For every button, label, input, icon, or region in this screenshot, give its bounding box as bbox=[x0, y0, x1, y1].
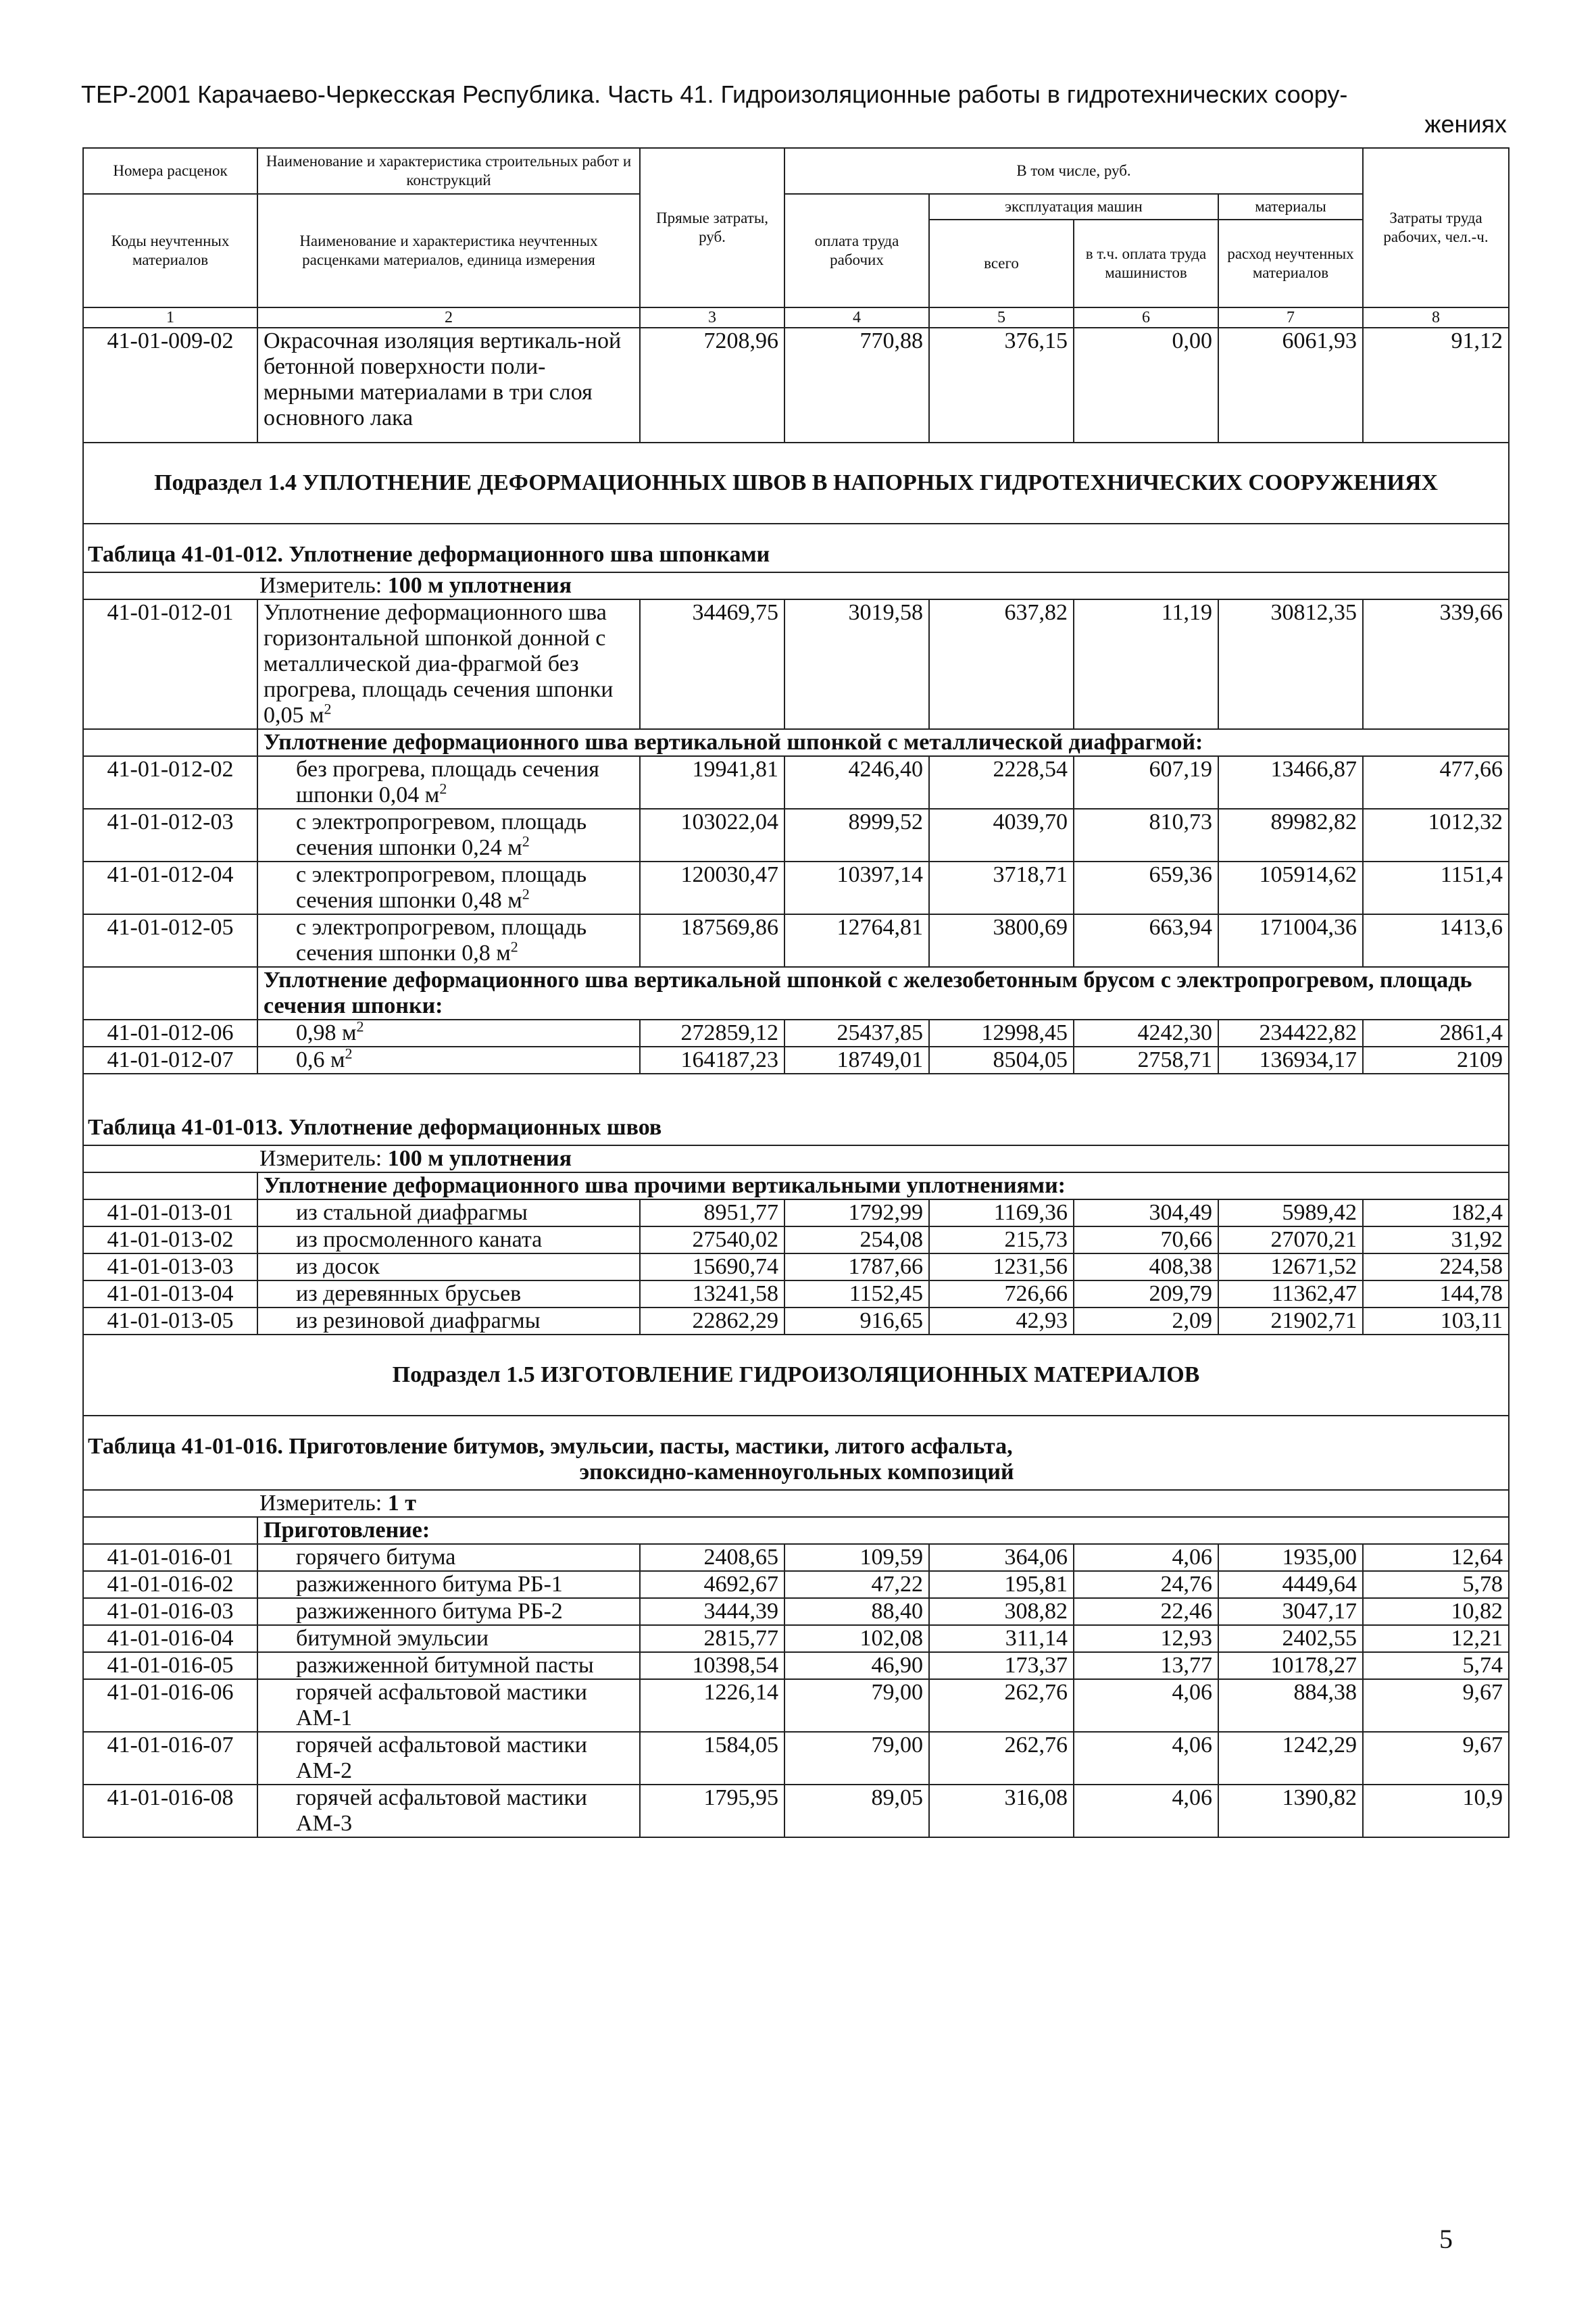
value-operators: 4,06 bbox=[1074, 1544, 1218, 1571]
value-direct: 19941,81 bbox=[640, 756, 784, 809]
rate-name: из деревянных брусьев bbox=[257, 1280, 640, 1308]
meter-label: Измеритель: bbox=[259, 573, 388, 598]
col3-header: Прямые затраты, руб. bbox=[640, 148, 784, 307]
rate-name: из стальной диафрагмы bbox=[257, 1199, 640, 1226]
value-machines: 637,82 bbox=[929, 599, 1074, 729]
value-materials: 1935,00 bbox=[1218, 1544, 1363, 1571]
value-materials: 89982,82 bbox=[1218, 809, 1363, 862]
col2-bottom-header: Наименование и характеристика неучтенных расценками материалов, единица измерения bbox=[257, 194, 640, 307]
table-row bbox=[83, 1308, 1509, 1335]
value-direct: 7208,96 bbox=[640, 328, 784, 443]
value-materials: 5989,42 bbox=[1218, 1199, 1363, 1226]
table-row bbox=[83, 328, 1509, 443]
col2-top-header: Наименование и характеристика строительных работ и конструкций bbox=[257, 148, 640, 194]
rate-code: 41-01-012-07 bbox=[83, 1047, 257, 1074]
rate-code: 41-01-016-08 bbox=[83, 1785, 257, 1837]
header-line-2: жениях bbox=[1424, 110, 1507, 138]
table-row bbox=[83, 1571, 1509, 1598]
col-number: 5 bbox=[929, 307, 1074, 328]
table-row bbox=[83, 1020, 1509, 1047]
value-machines: 1169,36 bbox=[929, 1199, 1074, 1226]
rate-code: 41-01-012-03 bbox=[83, 809, 257, 862]
rate-name: горячего битума bbox=[257, 1544, 640, 1571]
rate-name: 0,6 $м^2$ bbox=[257, 1047, 640, 1074]
table-row bbox=[83, 1047, 1509, 1074]
value-materials: 10178,27 bbox=[1218, 1652, 1363, 1679]
value-materials: 6061,93 bbox=[1218, 328, 1363, 443]
rate-name: без прогрева, площадь сечения шпонки 0,04 $м^2$ bbox=[257, 756, 640, 809]
value-materials: 2402,55 bbox=[1218, 1625, 1363, 1652]
table-row bbox=[83, 862, 1509, 914]
rate-name: с электропрогревом, площадь сечения шпонки 0,24 $м^2$ bbox=[257, 809, 640, 862]
table-row bbox=[83, 1199, 1509, 1226]
meter-value: 1 т bbox=[387, 1491, 416, 1516]
value-machines: 2228,54 bbox=[929, 756, 1074, 809]
rate-code: 41-01-013-02 bbox=[83, 1226, 257, 1253]
rate-name: Уплотнение деформационного шва горизонтальной шпонкой донной с металлической диа-фрагмой без прогрева, площадь сечения шпонки 0,05 $м^2$ bbox=[257, 599, 640, 729]
value-hours: 9,67 bbox=[1363, 1679, 1509, 1732]
rate-code: 41-01-013-04 bbox=[83, 1280, 257, 1308]
rate-code: 41-01-013-03 bbox=[83, 1253, 257, 1280]
table-row bbox=[83, 1679, 1509, 1732]
rate-name: разжиженного битума РБ-1 bbox=[257, 1571, 640, 1598]
rate-name: горячей асфальтовой мастики АМ-3 bbox=[257, 1785, 640, 1837]
meter-label: Измеритель: bbox=[259, 1146, 388, 1171]
meter bbox=[83, 1145, 1509, 1172]
value-hours: 12,64 bbox=[1363, 1544, 1509, 1571]
value-hours: 5,78 bbox=[1363, 1571, 1509, 1598]
value-labor: 4246,40 bbox=[784, 756, 929, 809]
rate-code: 41-01-013-01 bbox=[83, 1199, 257, 1226]
value-machines: 12998,45 bbox=[929, 1020, 1074, 1047]
value-labor: 1787,66 bbox=[784, 1253, 929, 1280]
value-operators: 304,49 bbox=[1074, 1199, 1218, 1226]
value-operators: 408,38 bbox=[1074, 1253, 1218, 1280]
value-operators: 0,00 bbox=[1074, 328, 1218, 443]
value-hours: 12,21 bbox=[1363, 1625, 1509, 1652]
value-operators: 209,79 bbox=[1074, 1280, 1218, 1308]
value-materials: 105914,62 bbox=[1218, 862, 1363, 914]
value-machines: 376,15 bbox=[929, 328, 1074, 443]
value-operators: 607,19 bbox=[1074, 756, 1218, 809]
table-row bbox=[83, 1732, 1509, 1785]
rate-name: из резиновой диафрагмы bbox=[257, 1308, 640, 1335]
value-hours: 477,66 bbox=[1363, 756, 1509, 809]
value-labor: 46,90 bbox=[784, 1652, 929, 1679]
value-labor: 1152,45 bbox=[784, 1280, 929, 1308]
value-materials: 11362,47 bbox=[1218, 1280, 1363, 1308]
rate-code: 41-01-016-07 bbox=[83, 1732, 257, 1785]
value-materials: 21902,71 bbox=[1218, 1308, 1363, 1335]
value-labor: 12764,81 bbox=[784, 914, 929, 967]
value-labor: 25437,85 bbox=[784, 1020, 929, 1047]
value-materials: 3047,17 bbox=[1218, 1598, 1363, 1625]
page-header bbox=[81, 80, 1507, 139]
value-machines: 195,81 bbox=[929, 1571, 1074, 1598]
value-materials: 234422,82 bbox=[1218, 1020, 1363, 1047]
value-hours: 9,67 bbox=[1363, 1732, 1509, 1785]
value-hours: 2861,4 bbox=[1363, 1020, 1509, 1047]
value-operators: 24,76 bbox=[1074, 1571, 1218, 1598]
value-operators: 4,06 bbox=[1074, 1679, 1218, 1732]
value-materials: 1390,82 bbox=[1218, 1785, 1363, 1837]
value-machines: 8504,05 bbox=[929, 1047, 1074, 1074]
col6-header: в т.ч. оплата труда машинистов bbox=[1074, 220, 1218, 307]
value-hours: 2109 bbox=[1363, 1047, 1509, 1074]
value-hours: 1012,32 bbox=[1363, 809, 1509, 862]
rate-name: горячей асфальтовой мастики АМ-2 bbox=[257, 1732, 640, 1785]
column-numbers-row bbox=[83, 307, 1509, 328]
col-number: 4 bbox=[784, 307, 929, 328]
value-labor: 1792,99 bbox=[784, 1199, 929, 1226]
rate-name: горячей асфальтовой мастики АМ-1 bbox=[257, 1679, 640, 1732]
value-machines: 316,08 bbox=[929, 1785, 1074, 1837]
value-direct: 1795,95 bbox=[640, 1785, 784, 1837]
meter bbox=[83, 572, 1509, 599]
rate-name: с электропрогревом, площадь сечения шпонки 0,8 $м^2$ bbox=[257, 914, 640, 967]
value-direct: 103022,04 bbox=[640, 809, 784, 862]
value-operators: 11,19 bbox=[1074, 599, 1218, 729]
value-labor: 770,88 bbox=[784, 328, 929, 443]
subsection-title: Подраздел 1.5 ИЗГОТОВЛЕНИЕ ГИДРОИЗОЛЯЦИОННЫХ МАТЕРИАЛОВ bbox=[83, 1335, 1509, 1416]
value-direct: 2815,77 bbox=[640, 1625, 784, 1652]
rate-code: 41-01-016-05 bbox=[83, 1652, 257, 1679]
value-direct: 4692,67 bbox=[640, 1571, 784, 1598]
col5-header: всего bbox=[929, 220, 1074, 307]
value-machines: 42,93 bbox=[929, 1308, 1074, 1335]
value-labor: 102,08 bbox=[784, 1625, 929, 1652]
group-machines-header: эксплуатация машин bbox=[929, 194, 1218, 220]
rate-code: 41-01-012-05 bbox=[83, 914, 257, 967]
value-labor: 254,08 bbox=[784, 1226, 929, 1253]
value-labor: 79,00 bbox=[784, 1679, 929, 1732]
value-labor: 79,00 bbox=[784, 1732, 929, 1785]
table-row bbox=[83, 1280, 1509, 1308]
table-title: Таблица 41-01-013. Уплотнение деформационных швов bbox=[83, 1074, 1509, 1145]
value-machines: 4039,70 bbox=[929, 809, 1074, 862]
value-labor: 89,05 bbox=[784, 1785, 929, 1837]
meter-value: 100 м уплотнения bbox=[387, 1146, 572, 1171]
value-hours: 91,12 bbox=[1363, 328, 1509, 443]
value-operators: 4242,30 bbox=[1074, 1020, 1218, 1047]
table-row bbox=[83, 1598, 1509, 1625]
table-title: Таблица 41-01-012. Уплотнение деформационного шва шпонками bbox=[83, 524, 1509, 572]
table-row bbox=[83, 1625, 1509, 1652]
value-direct: 1226,14 bbox=[640, 1679, 784, 1732]
value-labor: 8999,52 bbox=[784, 809, 929, 862]
col-number: 6 bbox=[1074, 307, 1218, 328]
value-operators: 4,06 bbox=[1074, 1785, 1218, 1837]
value-direct: 1584,05 bbox=[640, 1732, 784, 1785]
value-hours: 31,92 bbox=[1363, 1226, 1509, 1253]
value-materials: 12671,52 bbox=[1218, 1253, 1363, 1280]
value-labor: 916,65 bbox=[784, 1308, 929, 1335]
col1-top-header: Номера расценок bbox=[83, 148, 257, 194]
value-operators: 659,36 bbox=[1074, 862, 1218, 914]
group-materials-header: материалы bbox=[1218, 194, 1363, 220]
col-number: 3 bbox=[640, 307, 784, 328]
table-title: Таблица 41-01-016. Приготовление битумов, эмульсии, пасты, мастики, литого асфальта, эпоксидно-каменноугольных композиций bbox=[83, 1416, 1509, 1490]
value-operators: 810,73 bbox=[1074, 809, 1218, 862]
value-direct: 272859,12 bbox=[640, 1020, 784, 1047]
group-heading: Приготовление: bbox=[257, 1517, 1509, 1544]
col7-header: расход неучтенных материалов bbox=[1218, 220, 1363, 307]
col4-header: оплата труда рабочих bbox=[784, 194, 929, 307]
value-labor: 88,40 bbox=[784, 1598, 929, 1625]
value-materials: 1242,29 bbox=[1218, 1732, 1363, 1785]
value-materials: 884,38 bbox=[1218, 1679, 1363, 1732]
value-operators: 22,46 bbox=[1074, 1598, 1218, 1625]
header-row-1 bbox=[83, 148, 1509, 194]
value-machines: 215,73 bbox=[929, 1226, 1074, 1253]
value-labor: 18749,01 bbox=[784, 1047, 929, 1074]
value-machines: 726,66 bbox=[929, 1280, 1074, 1308]
value-direct: 10398,54 bbox=[640, 1652, 784, 1679]
rate-name: разжиженной битумной пасты bbox=[257, 1652, 640, 1679]
value-direct: 34469,75 bbox=[640, 599, 784, 729]
value-direct: 8951,77 bbox=[640, 1199, 784, 1226]
rate-code: 41-01-016-02 bbox=[83, 1571, 257, 1598]
meter-value: 100 м уплотнения bbox=[387, 573, 572, 598]
subsection-title: Подраздел 1.4 УПЛОТНЕНИЕ ДЕФОРМАЦИОННЫХ ШВОВ В НАПОРНЫХ ГИДРОТЕХНИЧЕСКИХ СООРУЖЕНИЯХ bbox=[83, 443, 1509, 524]
table-row bbox=[83, 1226, 1509, 1253]
col-number: 8 bbox=[1363, 307, 1509, 328]
value-machines: 364,06 bbox=[929, 1544, 1074, 1571]
value-machines: 262,76 bbox=[929, 1732, 1074, 1785]
col8-header: Затраты труда рабочих, чел.-ч. bbox=[1363, 148, 1509, 307]
value-operators: 663,94 bbox=[1074, 914, 1218, 967]
value-materials: 13466,87 bbox=[1218, 756, 1363, 809]
value-machines: 173,37 bbox=[929, 1652, 1074, 1679]
value-materials: 4449,64 bbox=[1218, 1571, 1363, 1598]
value-machines: 311,14 bbox=[929, 1625, 1074, 1652]
value-materials: 30812,35 bbox=[1218, 599, 1363, 729]
value-hours: 339,66 bbox=[1363, 599, 1509, 729]
value-materials: 136934,17 bbox=[1218, 1047, 1363, 1074]
value-operators: 2,09 bbox=[1074, 1308, 1218, 1335]
value-labor: 109,59 bbox=[784, 1544, 929, 1571]
value-machines: 262,76 bbox=[929, 1679, 1074, 1732]
rate-code: 41-01-016-04 bbox=[83, 1625, 257, 1652]
value-direct: 22862,29 bbox=[640, 1308, 784, 1335]
value-direct: 164187,23 bbox=[640, 1047, 784, 1074]
rate-code: 41-01-012-06 bbox=[83, 1020, 257, 1047]
table-row bbox=[83, 809, 1509, 862]
rate-code: 41-01-016-06 bbox=[83, 1679, 257, 1732]
value-labor: 47,22 bbox=[784, 1571, 929, 1598]
value-hours: 1413,6 bbox=[1363, 914, 1509, 967]
value-direct: 187569,86 bbox=[640, 914, 784, 967]
value-hours: 182,4 bbox=[1363, 1199, 1509, 1226]
value-machines: 1231,56 bbox=[929, 1253, 1074, 1280]
value-direct: 120030,47 bbox=[640, 862, 784, 914]
value-operators: 13,77 bbox=[1074, 1652, 1218, 1679]
group-heading: Уплотнение деформационного шва прочими вертикальными уплотнениями: bbox=[257, 1172, 1509, 1199]
rate-code: 41-01-012-04 bbox=[83, 862, 257, 914]
rate-code: 41-01-009-02 bbox=[83, 328, 257, 443]
value-machines: 3800,69 bbox=[929, 914, 1074, 967]
value-machines: 3718,71 bbox=[929, 862, 1074, 914]
table-row bbox=[83, 1253, 1509, 1280]
col1-bottom-header: Коды неучтенных материалов bbox=[83, 194, 257, 307]
page-number: 5 bbox=[1439, 2224, 1453, 2254]
table-row bbox=[83, 1785, 1509, 1837]
value-direct: 13241,58 bbox=[640, 1280, 784, 1308]
value-hours: 5,74 bbox=[1363, 1652, 1509, 1679]
value-hours: 10,9 bbox=[1363, 1785, 1509, 1837]
value-operators: 70,66 bbox=[1074, 1226, 1218, 1253]
rate-name: из просмоленного каната bbox=[257, 1226, 640, 1253]
value-operators: 4,06 bbox=[1074, 1732, 1218, 1785]
rate-name: из досок bbox=[257, 1253, 640, 1280]
value-labor: 3019,58 bbox=[784, 599, 929, 729]
value-machines: 308,82 bbox=[929, 1598, 1074, 1625]
value-operators: 12,93 bbox=[1074, 1625, 1218, 1652]
value-direct: 3444,39 bbox=[640, 1598, 784, 1625]
meter bbox=[83, 1490, 1509, 1517]
value-hours: 1151,4 bbox=[1363, 862, 1509, 914]
value-hours: 144,78 bbox=[1363, 1280, 1509, 1308]
value-direct: 2408,65 bbox=[640, 1544, 784, 1571]
rate-code: 41-01-012-02 bbox=[83, 756, 257, 809]
group-heading: Уплотнение деформационного шва вертикальной шпонкой с железобетонным брусом с электропрогревом, площадь сечения шпонки: bbox=[257, 967, 1509, 1020]
group-heading: Уплотнение деформационного шва вертикальной шпонкой с металлической диафрагмой: bbox=[257, 729, 1509, 756]
value-direct: 27540,02 bbox=[640, 1226, 784, 1253]
rate-name: с электропрогревом, площадь сечения шпонки 0,48 $м^2$ bbox=[257, 862, 640, 914]
value-hours: 224,58 bbox=[1363, 1253, 1509, 1280]
rate-code: 41-01-016-01 bbox=[83, 1544, 257, 1571]
value-materials: 171004,36 bbox=[1218, 914, 1363, 967]
col-number: 2 bbox=[257, 307, 640, 328]
header-line-1: ТЕР-2001 Карачаево-Черкесская Республика. Часть 41. Гидроизоляционные работы в гидротехнических соору- bbox=[81, 80, 1348, 108]
col-number: 7 bbox=[1218, 307, 1363, 328]
table-row bbox=[83, 756, 1509, 809]
meter-label: Измеритель: bbox=[259, 1491, 388, 1516]
value-operators: 2758,71 bbox=[1074, 1047, 1218, 1074]
rate-name: разжиженного битума РБ-2 bbox=[257, 1598, 640, 1625]
rate-code: 41-01-016-03 bbox=[83, 1598, 257, 1625]
rate-name: битумной эмульсии bbox=[257, 1625, 640, 1652]
value-labor: 10397,14 bbox=[784, 862, 929, 914]
rate-name: Окрасочная изоляция вертикаль-ной бетонной поверхности поли-мерными материалами в три слоя основного лака bbox=[257, 328, 640, 443]
value-direct: 15690,74 bbox=[640, 1253, 784, 1280]
value-materials: 27070,21 bbox=[1218, 1226, 1363, 1253]
col-number: 1 bbox=[83, 307, 257, 328]
table-row bbox=[83, 599, 1509, 729]
table-row bbox=[83, 1544, 1509, 1571]
value-hours: 10,82 bbox=[1363, 1598, 1509, 1625]
table-row bbox=[83, 914, 1509, 967]
table-row bbox=[83, 1652, 1509, 1679]
rates-table bbox=[82, 147, 1510, 1838]
rate-name: 0,98 $м^2$ bbox=[257, 1020, 640, 1047]
rate-code: 41-01-013-05 bbox=[83, 1308, 257, 1335]
value-hours: 103,11 bbox=[1363, 1308, 1509, 1335]
group-incl-header: В том числе, руб. bbox=[784, 148, 1363, 194]
rate-code: 41-01-012-01 bbox=[83, 599, 257, 729]
